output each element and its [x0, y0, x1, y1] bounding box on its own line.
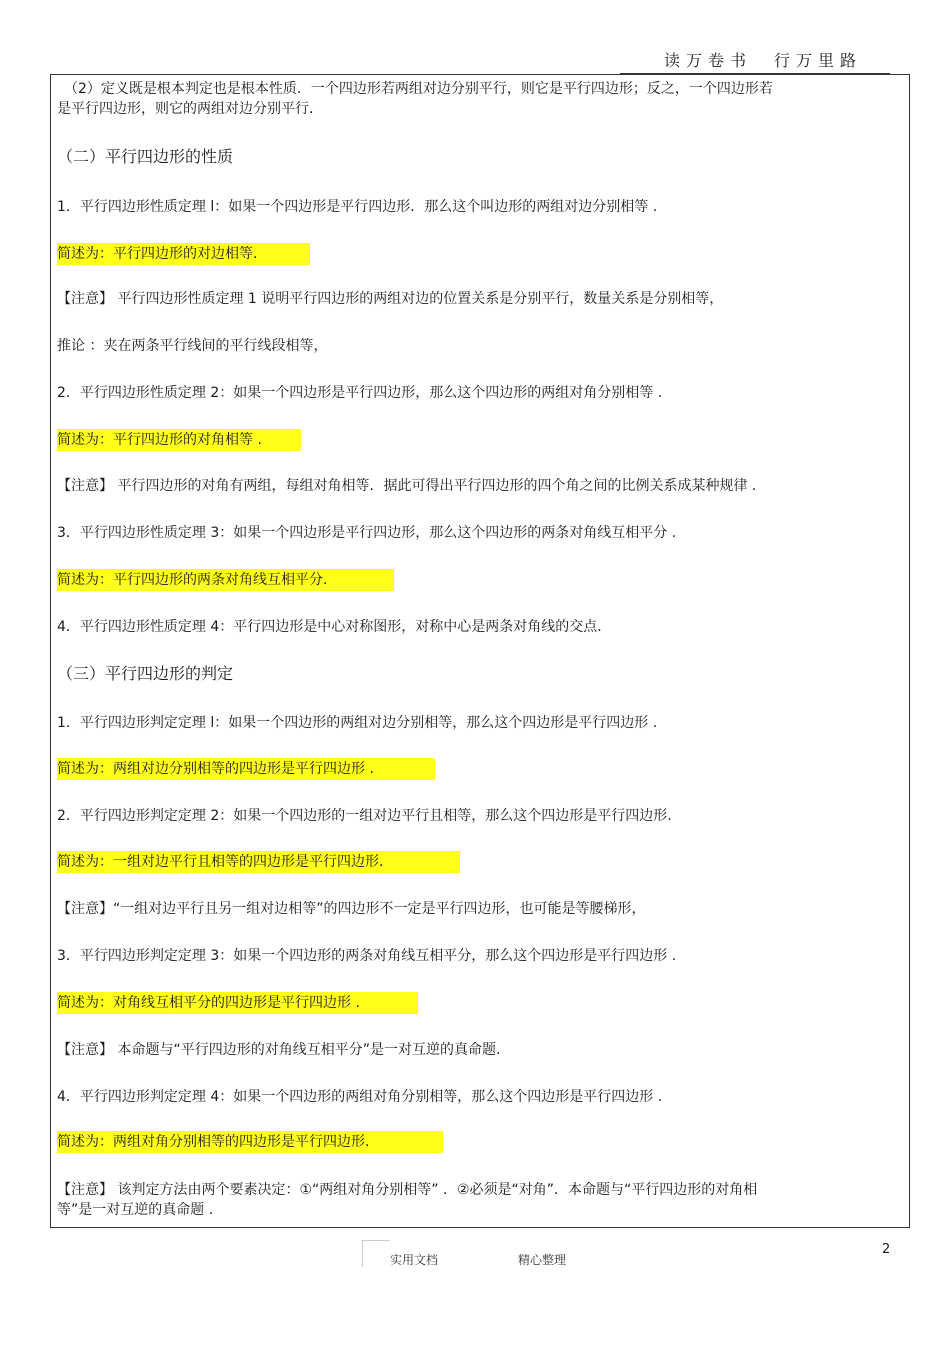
footer-box — [362, 1240, 390, 1267]
page-number: 2 — [882, 1242, 891, 1257]
property-theorem-2: 2．平行四边形性质定理 2：如果一个四边形是平行四边形，那么这个四边形的两组对角分别相等 . — [57, 385, 663, 401]
property-theorem-1-brief: 简述为：平行四边形的对边相等. — [57, 243, 310, 265]
header-right-motto: 行万里路 — [774, 51, 863, 70]
criterion-theorem-2: 2．平行四边形判定定理 2：如果一个四边形的一组对边平行且相等，那么这个四边形是平行四边形. — [57, 808, 672, 824]
criterion-theorem-4: 4．平行四边形判定定理 4：如果一个四边形的两组对角分别相等，那么这个四边形是平行四边形 . — [57, 1089, 663, 1105]
section-heading-properties: （二）平行四边形的性质 — [57, 147, 234, 166]
criterion-theorem-1: 1．平行四边形判定定理 l：如果一个四边形的两组对边分别相等，那么这个四边形是平行四边形 . — [57, 715, 658, 731]
property-theorem-1: 1．平行四边形性质定理 l：如果一个四边形是平行四边形．那么这个叫边形的两组对边分别相等 . — [57, 199, 658, 215]
criterion-theorem-4-brief: 简述为：两组对角分别相等的四边形是平行四边形. — [57, 1131, 443, 1153]
property-theorem-3: 3．平行四边形性质定理 3：如果一个四边形是平行四边形，那么这个四边形的两条对角线互相平分 . — [57, 525, 677, 541]
criterion-theorem-1-brief: 简述为：两组对边分别相等的四边形是平行四边形 . — [57, 758, 435, 780]
note-property-2: 【注意】 平行四边形的对角有两组，每组对角相等．据此可得出平行四边形的四个角之间的比例关系成某种规律 . — [57, 478, 757, 494]
property-theorem-4: 4．平行四边形性质定理 4：平行四边形是中心对称图形，对称中心是两条对角线的交点. — [57, 619, 602, 635]
property-theorem-2-brief: 简述为：平行四边形的对角相等 . — [57, 429, 301, 451]
section-heading-criteria: （三）平行四边形的判定 — [57, 664, 234, 683]
intro-line-2: 是平行四边形，则它的两组对边分别平行． — [57, 101, 323, 117]
criterion-theorem-2-brief: 简述为：一组对边平行且相等的四边形是平行四边形. — [57, 851, 460, 873]
corollary: 推论 ：夹在两条平行线间的平行线段相等， — [57, 338, 328, 354]
criterion-theorem-3-brief: 简述为：对角线互相平分的四边形是平行四边形 . — [57, 992, 418, 1014]
note-property-1: 【注意】 平行四边形性质定理 1 说明平行四边形的两组对边的位置关系是分别平行，数量关系是分别相等， — [57, 291, 724, 307]
intro-line-1: （2）定义既是根本判定也是根本性质．一个四边形若两组对边分别平行，则它是平行四边形；反之，一个四边形若 — [64, 81, 773, 97]
footer-right: 精心整理 — [518, 1253, 567, 1267]
footer-left: 实用文档 — [390, 1253, 439, 1267]
criterion-theorem-3: 3．平行四边形判定定理 3：如果一个四边形的两条对角线互相平分，那么这个四边形是平行四边形 . — [57, 948, 677, 964]
page-header — [664, 48, 862, 71]
note-criterion-4-line-2: 等”是一对互逆的真命题 . — [57, 1202, 214, 1218]
note-criterion-4-line-1: 【注意】 该判定方法由两个要素决定：①“两组对角分别相等” ．②必须是“对角”．本命题与“平行四边形的对角相 — [57, 1182, 758, 1198]
header-left-motto: 读万卷书 — [664, 51, 753, 70]
note-criterion-3: 【注意】 本命题与“平行四边形的对角线互相平分”是一对互逆的真命题. — [57, 1042, 501, 1058]
property-theorem-3-brief: 简述为：平行四边形的两条对角线互相平分. — [57, 569, 394, 591]
note-criterion-2: 【注意】“一组对边平行且另一组对边相等”的四边形不一定是平行四边形，也可能是等腰梯形， — [57, 901, 646, 917]
